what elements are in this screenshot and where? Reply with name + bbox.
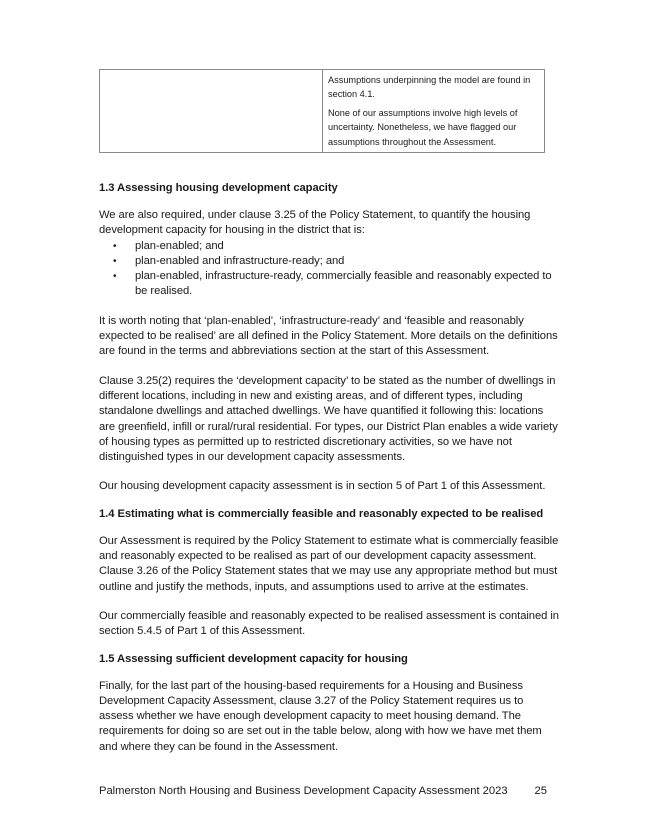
section-1-3-paragraph: Clause 3.25(2) requires the ‘development capacity’ to be stated as the number of dwellings in different locations, including in new and existing areas, and of different types, including standalone dwellings and attached dwellings. We have quantified it following this: locations are greenfield, infill or rural/rural residential. For types, our District Plan enables a wide variety of housing types as permitted up to restricted discretionary activities, so we have not distinguished types in our development capacity assessments. bbox=[99, 374, 558, 464]
body-content bbox=[99, 181, 559, 755]
section-1-4-paragraph: Our Assessment is required by the Policy Statement to estimate what is commercially feasible and reasonably expected to be realised as part of our development capacity assessment. Clause 3.26 of the Policy Statement states that we may use any appropriate method but must outline and justify the methods, inputs, and assumptions used to arrive at the estimates. bbox=[99, 534, 559, 593]
section-1-4-paragraph: Our commercially feasible and reasonably expected to be realised assessment is contained in section 5.4.5 of Part 1 of this Assessment. bbox=[99, 609, 559, 638]
section-heading-1-5: 1.5 Assessing sufficient development capacity for housing bbox=[99, 652, 408, 665]
requirements-table-continued bbox=[99, 69, 545, 153]
bullet-icon: • bbox=[113, 240, 117, 252]
list-item-text: plan-enabled; and bbox=[135, 239, 224, 252]
section-heading-1-3: 1.3 Assessing housing development capacity bbox=[99, 182, 338, 194]
table-cell-paragraph: Assumptions underpinning the model are found in section 4.1. bbox=[328, 75, 531, 100]
page-footer bbox=[99, 785, 547, 797]
section-1-3-paragraph: Our housing development capacity assessment is in section 5 of Part 1 of this Assessment. bbox=[99, 480, 546, 493]
table-cell-right bbox=[323, 70, 544, 152]
list-item bbox=[99, 254, 559, 269]
list-item bbox=[99, 269, 559, 300]
bullet-icon: • bbox=[113, 255, 117, 267]
list-item-text: plan-enabled, infrastructure-ready, commercially feasible and reasonably expected to be realised. bbox=[135, 270, 552, 298]
section-1-3-intro: We are also required, under clause 3.25 of the Policy Statement, to quantify the housing development capacity for housing in the district that is: bbox=[99, 209, 531, 237]
table-cell-paragraph: None of our assumptions involve high levels of uncertainty. Nonetheless, we have flagged our assumptions throughout the Assessment. bbox=[328, 107, 518, 147]
table-cell-left-empty bbox=[100, 70, 323, 152]
footer-title: Palmerston North Housing and Business Development Capacity Assessment 2023 bbox=[99, 785, 508, 797]
section-1-5-paragraph: Finally, for the last part of the housing-based requirements for a Housing and Business Development Capacity Assessment, clause 3.27 of the Policy Statement requires us to assess whether we have enough development capacity to meet housing demand. The requirements for doing so are set out in the table below, along with how we have met them and where they can be found in the Assessment. bbox=[99, 679, 542, 753]
page-number: 25 bbox=[534, 785, 547, 797]
list-item bbox=[99, 239, 559, 254]
list-item-text: plan-enabled and infrastructure-ready; and bbox=[135, 254, 345, 267]
bullet-icon: • bbox=[113, 271, 117, 283]
section-heading-1-4: 1.4 Estimating what is commercially feasible and reasonably expected to be realised bbox=[99, 507, 544, 520]
section-1-3-paragraph: It is worth noting that ‘plan-enabled’, ‘infrastructure-ready’ and ‘feasible and reasonably expected to be realised’ are all defined in the Policy Statement. More details on the definitions are found in the terms and abbreviations section at the start of this Assessment. bbox=[99, 314, 558, 358]
capacity-criteria-list bbox=[99, 239, 559, 300]
